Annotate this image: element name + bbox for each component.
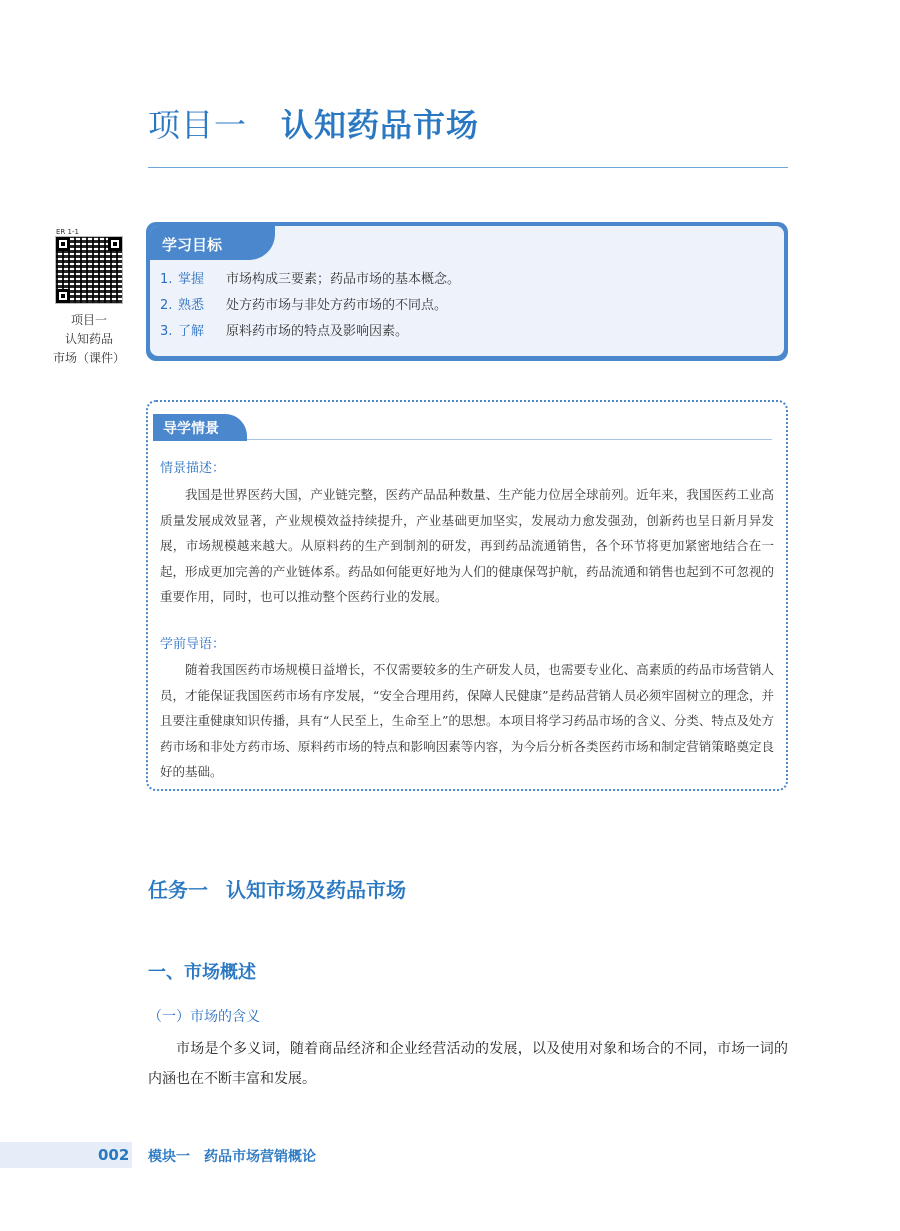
footer-module bbox=[148, 1146, 316, 1166]
qr-caption-line: 项目一 bbox=[70, 313, 107, 327]
qr-caption bbox=[52, 311, 126, 368]
scenario-description-text: 我国是世界医药大国，产业链完整，医药产品品种数量、生产能力位居全球前列。近年来，我国医药工业高质量发展成效显著，产业规模效益持续提升，产业基础更加坚实，发展动力愈发强劲，创新药也呈日新月异发展，市场规模越来越大。从原料药的生产到制剂的研发，再到药品流通销售，各个环节将更加紧密地结合在一起，形成更加完善的产业链体系。药品如何能更好地为人们的健康保驾护航，药品流通和销售也起到不可忽视的重要作用，同时，也可以推动整个医药行业的发展。 bbox=[160, 487, 774, 604]
body-paragraph: 市场是个多义词，随着商品经济和企业经营活动的发展，以及使用对象和场合的不同，市场一词的内涵也在不断丰富和发展。 bbox=[148, 1041, 788, 1087]
scenario-intro-heading: 学前导语： bbox=[160, 637, 226, 652]
objective-number: 3. bbox=[160, 324, 173, 339]
learning-objectives-title: 学习目标 bbox=[162, 236, 223, 254]
learning-objectives-box bbox=[146, 222, 788, 361]
footer-module-label: 模块一 bbox=[148, 1149, 190, 1165]
objective-level: 了解 bbox=[178, 324, 205, 339]
qr-finder-marker bbox=[56, 237, 70, 251]
section-title: 一、市场概述 bbox=[148, 962, 256, 983]
qr-code-icon[interactable] bbox=[56, 237, 122, 303]
objective-item bbox=[160, 293, 460, 319]
qr-caption-line: 市场（课件） bbox=[52, 351, 125, 365]
objective-item bbox=[160, 267, 460, 293]
objective-text: 原料药市场的特点及影响因素。 bbox=[226, 324, 409, 339]
guided-scenario-tab bbox=[153, 414, 247, 441]
guided-scenario-box bbox=[146, 400, 788, 791]
task-title bbox=[148, 874, 406, 903]
title-divider bbox=[148, 167, 788, 168]
guided-scenario-title: 导学情景 bbox=[163, 421, 219, 437]
objective-item bbox=[160, 319, 460, 345]
objective-number: 2. bbox=[160, 298, 173, 313]
qr-caption-line: 认知药品 bbox=[64, 332, 113, 346]
chapter-title bbox=[148, 100, 479, 146]
scenario-intro-text: 随着我国医药市场规模日益增长，不仅需要较多的生产研发人员，也需要专业化、高素质的药品市场营销人员，才能保证我国医药市场有序发展，“安全合理用药，保障人民健康”是药品营销人员必须牢固树立的理念，并且要注重健康知识传播，具有“人民至上，生命至上”的思想。本项目将学习药品市场的含义、分类、特点及处方药市场和非处方药市场、原料药市场的特点和影响因素等内容，为今后分析各类医药市场和制定营销策略奠定良好的基础。 bbox=[160, 662, 774, 779]
qr-finder-marker bbox=[108, 237, 122, 251]
learning-objectives-panel bbox=[150, 226, 784, 356]
objective-number: 1. bbox=[160, 272, 173, 287]
chapter-prefix: 项目一 bbox=[148, 106, 248, 144]
qr-block bbox=[52, 228, 132, 368]
qr-finder-marker bbox=[56, 289, 70, 303]
objective-text: 处方药市场与非处方药市场的不同点。 bbox=[226, 298, 448, 313]
learning-objectives-tab bbox=[150, 226, 275, 260]
page-number: 002 bbox=[98, 1146, 130, 1164]
objectives-list bbox=[160, 267, 460, 345]
footer-module-title: 药品市场营销概论 bbox=[204, 1149, 316, 1165]
task-prefix: 任务一 bbox=[148, 878, 208, 902]
qr-code-label: ER 1-1 bbox=[56, 228, 79, 236]
objective-level: 掌握 bbox=[178, 272, 205, 287]
objective-level: 熟悉 bbox=[178, 298, 205, 313]
task-main-title: 认知市场及药品市场 bbox=[226, 878, 406, 902]
scenario-divider bbox=[247, 439, 772, 440]
objective-text: 市场构成三要素；药品市场的基本概念。 bbox=[226, 272, 461, 287]
subsection-title: （一）市场的含义 bbox=[148, 1009, 260, 1025]
scenario-description-heading: 情景描述： bbox=[160, 461, 226, 476]
chapter-main-title: 认知药品市场 bbox=[281, 106, 480, 144]
